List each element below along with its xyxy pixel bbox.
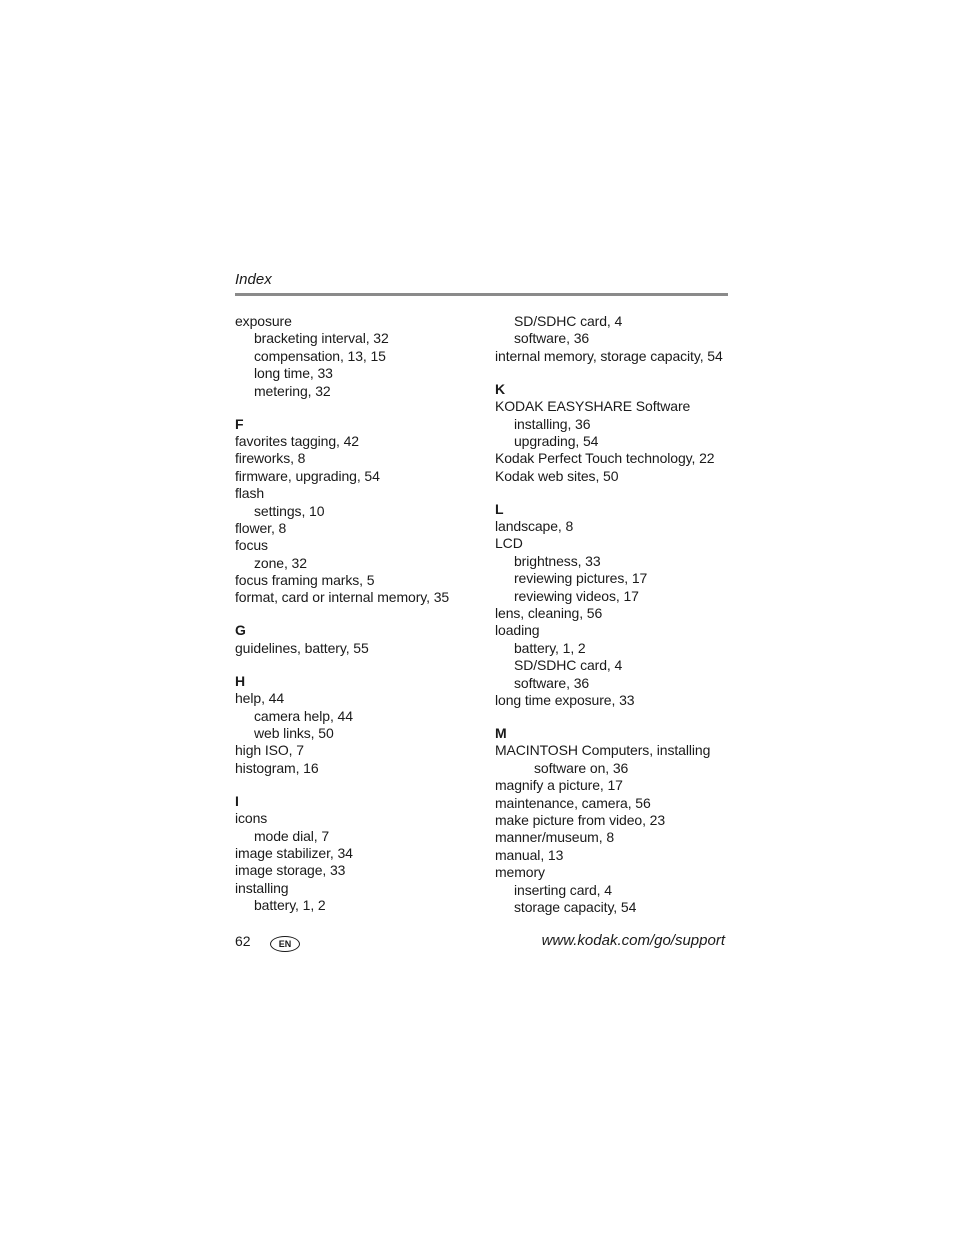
index-subentry: brightness, 33 bbox=[514, 552, 601, 569]
index-subentry: battery, 1, 2 bbox=[514, 639, 586, 656]
index-entry: internal memory, storage capacity, 54 bbox=[495, 347, 723, 364]
index-entry: maintenance, camera, 56 bbox=[495, 794, 651, 811]
index-entry: flash bbox=[235, 485, 265, 502]
index-entry: LCD bbox=[495, 535, 523, 552]
index-entry: Kodak Perfect Touch technology, 22 bbox=[495, 450, 715, 467]
index-subentry: SD/SDHC card, 4 bbox=[514, 657, 623, 674]
index-entry: landscape, 8 bbox=[495, 518, 574, 535]
index-entry: focus framing marks, 5 bbox=[235, 572, 375, 589]
index-letter-heading: L bbox=[495, 500, 504, 517]
index-entry: guidelines, battery, 55 bbox=[235, 639, 369, 656]
index-entry: exposure bbox=[235, 313, 292, 329]
index-subentry: reviewing videos, 17 bbox=[514, 587, 639, 604]
index-subentry: software, 36 bbox=[514, 674, 590, 691]
index-entry: focus bbox=[235, 537, 268, 554]
index-subentry: camera help, 44 bbox=[254, 707, 353, 724]
index-subentry: battery, 1, 2 bbox=[254, 897, 326, 914]
support-url: www.kodak.com/go/support bbox=[541, 932, 725, 949]
index-entry: magnify a picture, 17 bbox=[495, 777, 623, 794]
index-entry: manual, 13 bbox=[495, 846, 564, 863]
index-letter-heading: I bbox=[235, 792, 239, 809]
index-subentry: upgrading, 54 bbox=[514, 432, 599, 449]
index-letter-heading: F bbox=[235, 415, 244, 432]
page-number: 62 bbox=[235, 933, 251, 949]
index-subentry: settings, 10 bbox=[254, 502, 325, 519]
index-entry: installing bbox=[235, 879, 289, 896]
index-entry: KODAK EASYSHARE Software bbox=[495, 398, 691, 415]
index-letter-heading: G bbox=[235, 622, 246, 639]
index-letter-heading: M bbox=[495, 724, 507, 741]
index-subentry: web links, 50 bbox=[254, 724, 334, 741]
index-subentry: zone, 32 bbox=[254, 554, 307, 571]
index-entry: make picture from video, 23 bbox=[495, 811, 666, 828]
index-entry: MACINTOSH Computers, installing bbox=[495, 742, 711, 759]
index-entry: image stabilizer, 34 bbox=[235, 844, 353, 861]
index-letter-heading: H bbox=[235, 672, 246, 689]
index-entry: firmware, upgrading, 54 bbox=[235, 467, 380, 484]
index-column-right bbox=[495, 313, 735, 916]
index-entry: histogram, 16 bbox=[235, 759, 319, 776]
index-entry: lens, cleaning, 56 bbox=[495, 605, 603, 622]
index-entry: loading bbox=[495, 622, 540, 639]
index-entry: manner/museum, 8 bbox=[495, 829, 615, 846]
index-subentry: bracketing interval, 32 bbox=[254, 330, 389, 347]
index-entry: icons bbox=[235, 810, 268, 827]
index-continuation: software on, 36 bbox=[534, 759, 629, 776]
header-rule bbox=[235, 293, 728, 296]
index-subentry: software, 36 bbox=[514, 330, 590, 347]
index-entry: flower, 8 bbox=[235, 519, 287, 536]
index-entry: favorites tagging, 42 bbox=[235, 432, 359, 449]
index-column-left bbox=[235, 313, 485, 914]
index-subentry: long time, 33 bbox=[254, 365, 333, 382]
index-subentry: mode dial, 7 bbox=[254, 827, 330, 844]
index-entry: long time exposure, 33 bbox=[495, 692, 635, 708]
index-subentry: storage capacity, 54 bbox=[514, 898, 637, 915]
index-subentry: SD/SDHC card, 4 bbox=[514, 313, 623, 329]
index-entry: memory bbox=[495, 864, 545, 881]
index-entry: image storage, 33 bbox=[235, 862, 346, 879]
index-entry: help, 44 bbox=[235, 690, 285, 707]
index-subentry: inserting card, 4 bbox=[514, 881, 612, 898]
index-entry: high ISO, 7 bbox=[235, 742, 304, 759]
index-subentry: metering, 32 bbox=[254, 382, 331, 399]
index-subentry: reviewing pictures, 17 bbox=[514, 570, 648, 587]
index-subentry: compensation, 13, 15 bbox=[254, 347, 386, 364]
index-letter-heading: K bbox=[495, 380, 506, 397]
language-badge: EN bbox=[270, 936, 300, 952]
index-entry: Kodak web sites, 50 bbox=[495, 467, 619, 484]
index-subentry: installing, 36 bbox=[514, 415, 591, 432]
index-entry: fireworks, 8 bbox=[235, 450, 306, 467]
page-header-title: Index bbox=[235, 271, 272, 288]
index-entry: format, card or internal memory, 35 bbox=[235, 589, 450, 606]
